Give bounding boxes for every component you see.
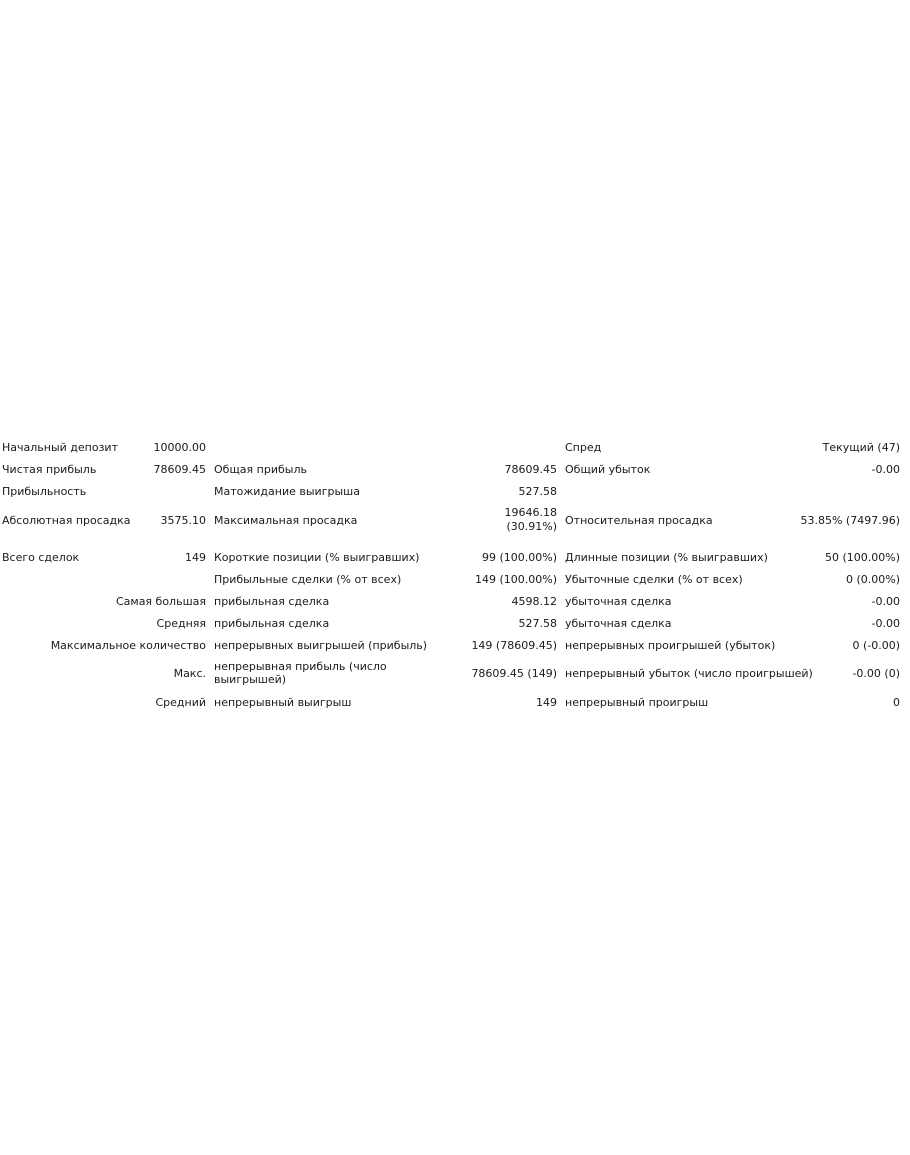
row-total-trades xyxy=(0,546,906,568)
spread-value: Текущий (47) xyxy=(822,441,900,454)
max-consecutive-wins-label: непрерывных выигрышей (прибыль) xyxy=(214,639,428,652)
row-profit-factor xyxy=(0,480,906,502)
max-consecutive-profit-label: непрерывная прибыль (число выигрышей) xyxy=(214,660,387,686)
initial-deposit-label: Начальный депозит xyxy=(2,441,118,454)
row-net-profit xyxy=(0,458,906,480)
expected-payoff-value: 527.58 xyxy=(518,485,557,498)
net-profit-label: Чистая прибыль xyxy=(2,463,97,476)
short-positions-value: 99 (100.00%) xyxy=(481,551,557,564)
max-consecutive-profit-value: 78609.45 (149) xyxy=(471,667,557,680)
net-profit-value: 78609.45 xyxy=(153,463,206,476)
average-prefix: Средняя xyxy=(156,617,206,630)
average-consecutive-wins-value: 149 xyxy=(536,696,557,709)
row-max-consecutive xyxy=(0,634,906,656)
short-positions-label: Короткие позиции (% выигравших) xyxy=(214,551,420,564)
profit-factor-label: Прибыльность xyxy=(2,485,87,498)
gross-loss-value: -0.00 xyxy=(871,463,900,476)
row-average xyxy=(0,612,906,634)
relative-drawdown-label: Относительная просадка xyxy=(565,514,713,527)
max-consecutive-losses-value: 0 (-0.00) xyxy=(852,639,900,652)
relative-drawdown-value: 53.85% (7497.96) xyxy=(800,514,900,527)
row-initial-deposit xyxy=(0,436,906,458)
gross-loss-label: Общий убыток xyxy=(565,463,651,476)
initial-deposit-value: 10000.00 xyxy=(153,441,206,454)
max-consecutive-loss-value: -0.00 (0) xyxy=(852,667,900,680)
row-average-consecutive xyxy=(0,692,906,714)
total-trades-label: Всего сделок xyxy=(2,551,80,564)
average-profit-label: прибыльная сделка xyxy=(214,617,330,630)
average-loss-value: -0.00 xyxy=(871,617,900,630)
loss-trades-value: 0 (0.00%) xyxy=(845,573,900,586)
largest-profit-label: прибыльная сделка xyxy=(214,595,330,608)
largest-loss-value: -0.00 xyxy=(871,595,900,608)
maximal-drawdown-percent: (30.91%) xyxy=(506,520,557,533)
gross-profit-value: 78609.45 xyxy=(504,463,557,476)
row-max-consecutive-amount xyxy=(0,656,906,692)
long-positions-value: 50 (100.00%) xyxy=(824,551,900,564)
expected-payoff-label: Матожидание выигрыша xyxy=(214,485,360,498)
average-consecutive-wins-label: непрерывный выигрыш xyxy=(214,696,352,709)
largest-profit-value: 4598.12 xyxy=(511,595,557,608)
profit-trades-value: 149 (100.00%) xyxy=(474,573,557,586)
max-consecutive-prefix: Максимальное количество xyxy=(50,639,206,652)
row-drawdown xyxy=(0,502,906,537)
average-consecutive-prefix: Средний xyxy=(155,696,206,709)
spread-label: Спред xyxy=(565,441,602,454)
absolute-drawdown-value: 3575.10 xyxy=(160,514,206,527)
max-consecutive-amount-prefix: Макс. xyxy=(173,667,206,680)
average-consecutive-losses-value: 0 xyxy=(893,696,900,709)
largest-loss-label: убыточная сделка xyxy=(565,595,672,608)
loss-trades-label: Убыточные сделки (% от всех) xyxy=(565,573,743,586)
row-profit-trades xyxy=(0,568,906,590)
long-positions-label: Длинные позиции (% выигравших) xyxy=(565,551,768,564)
max-consecutive-losses-label: непрерывных проигрышей (убыток) xyxy=(565,639,776,652)
maximal-drawdown-label: Максимальная просадка xyxy=(214,514,358,527)
absolute-drawdown-label: Абсолютная просадка xyxy=(2,514,131,527)
profit-trades-label: Прибыльные сделки (% от всех) xyxy=(214,573,402,586)
total-trades-value: 149 xyxy=(185,551,206,564)
average-loss-label: убыточная сделка xyxy=(565,617,672,630)
maximal-drawdown-value: 19646.18 xyxy=(504,506,557,519)
row-largest xyxy=(0,590,906,612)
section-spacer xyxy=(0,537,906,546)
max-consecutive-wins-value: 149 (78609.45) xyxy=(471,639,557,652)
average-consecutive-losses-label: непрерывный проигрыш xyxy=(565,696,709,709)
max-consecutive-loss-label: непрерывный убыток (число проигрышей) xyxy=(565,667,813,680)
strategy-tester-report xyxy=(0,436,906,714)
average-profit-value: 527.58 xyxy=(518,617,557,630)
largest-prefix: Самая большая xyxy=(115,595,206,608)
gross-profit-label: Общая прибыль xyxy=(214,463,307,476)
